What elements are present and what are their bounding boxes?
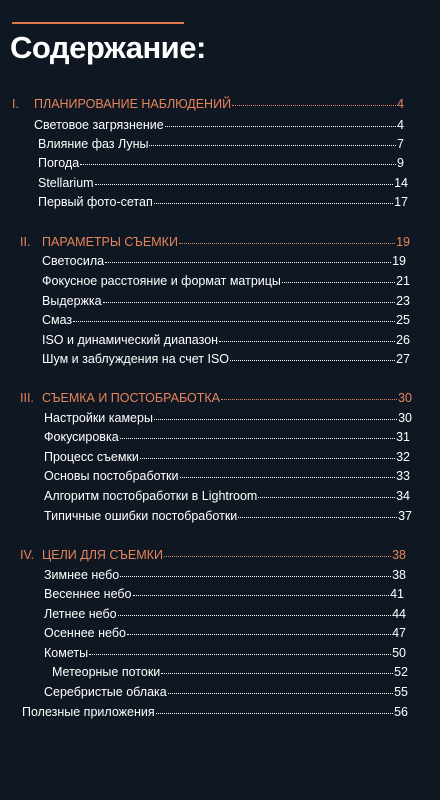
leader-dots <box>156 703 394 714</box>
toc-item[interactable] <box>44 449 410 465</box>
page-number: 50 <box>392 646 406 660</box>
page-number: 7 <box>397 137 404 151</box>
leader-dots <box>282 272 395 283</box>
toc-item[interactable] <box>38 155 404 171</box>
section-number: III. <box>20 391 34 405</box>
toc-item[interactable] <box>44 488 410 504</box>
page-number: 23 <box>396 294 410 308</box>
leader-dots <box>161 663 393 674</box>
toc-item[interactable] <box>44 625 406 641</box>
page-number: 44 <box>392 607 406 621</box>
section-number: IV. <box>20 548 35 562</box>
page-number: 56 <box>394 705 408 719</box>
leader-dots <box>127 624 391 635</box>
toc-section-4[interactable] <box>20 547 406 563</box>
page-number: 30 <box>398 391 412 405</box>
item-title: Осеннее небо <box>44 626 126 640</box>
toc-item[interactable] <box>38 194 408 210</box>
toc-item[interactable] <box>44 586 404 602</box>
toc-item[interactable] <box>42 332 410 348</box>
page-number: 38 <box>392 568 406 582</box>
leader-dots <box>140 448 395 459</box>
item-title: Выдержка <box>42 294 102 308</box>
section-title: ПЛАНИРОВАНИЕ НАБЛЮДЕНИЙ <box>34 97 232 111</box>
toc-section-2[interactable] <box>20 234 410 250</box>
leader-dots <box>133 585 390 596</box>
page-number: 17 <box>394 195 408 209</box>
item-title: Типичные ошибки постобработки <box>44 509 238 523</box>
toc-item[interactable] <box>42 253 406 269</box>
toc-item[interactable] <box>44 684 408 700</box>
toc-item-appendix[interactable] <box>22 704 408 720</box>
leader-dots <box>154 409 397 420</box>
page-number: 21 <box>396 274 410 288</box>
toc-item[interactable] <box>42 293 410 309</box>
toc-item[interactable] <box>44 410 412 426</box>
page-number: 34 <box>396 489 410 503</box>
page-number: 52 <box>394 665 408 679</box>
page-number: 47 <box>392 626 406 640</box>
leader-dots <box>73 311 395 322</box>
section-number: II. <box>20 235 31 249</box>
page-number: 26 <box>396 333 410 347</box>
leader-dots <box>219 331 395 342</box>
leader-dots <box>232 95 396 106</box>
page-number: 41 <box>390 587 404 601</box>
toc-section-1[interactable] <box>12 96 404 112</box>
leader-dots <box>120 428 395 439</box>
section-title: ЦЕЛИ ДЛЯ СЪЕМКИ <box>42 548 163 562</box>
page-number: 19 <box>392 254 406 268</box>
item-title: Фокусное расстояние и формат матрицы <box>42 274 281 288</box>
item-title: Процесс съемки <box>44 450 139 464</box>
leader-dots <box>149 135 396 146</box>
leader-dots <box>105 252 391 263</box>
toc-item[interactable] <box>44 468 410 484</box>
toc-item[interactable] <box>44 429 410 445</box>
leader-dots <box>221 389 397 400</box>
section-title: СЪЕМКА И ПОСТОБРАБОТКА <box>42 391 220 405</box>
item-title: Серебристые облака <box>44 685 167 699</box>
leader-dots <box>118 605 392 616</box>
page-title: Содержание: <box>10 30 206 65</box>
page-number: 37 <box>398 509 412 523</box>
page-number: 4 <box>397 97 404 111</box>
item-title: Летнее небо <box>44 607 117 621</box>
toc-item[interactable] <box>44 606 406 622</box>
leader-dots <box>168 683 393 694</box>
leader-dots <box>230 350 395 361</box>
toc-item[interactable] <box>34 117 404 133</box>
leader-dots <box>89 644 391 655</box>
item-title: Метеорные потоки <box>52 665 161 679</box>
page-number: 27 <box>396 352 410 366</box>
page-number: 55 <box>394 685 408 699</box>
item-title: Полезные приложения <box>22 705 155 719</box>
leader-dots <box>165 116 396 127</box>
toc-item[interactable] <box>42 273 410 289</box>
item-title: Stellarium <box>38 176 94 190</box>
toc-item[interactable] <box>38 175 408 191</box>
item-title: Световое загрязнение <box>34 118 164 132</box>
page-number: 33 <box>396 469 410 483</box>
item-title: Основы постобработки <box>44 469 179 483</box>
decorative-line <box>12 22 184 24</box>
toc-item[interactable] <box>52 664 408 680</box>
toc-item[interactable] <box>44 508 412 524</box>
section-number: I. <box>12 97 19 111</box>
page-number: 25 <box>396 313 410 327</box>
page-number: 19 <box>396 235 410 249</box>
item-title: Смаз <box>42 313 73 327</box>
item-title: Светосила <box>42 254 105 268</box>
section-title: ПАРАМЕТРЫ СЪЕМКИ <box>42 235 178 249</box>
page-number: 32 <box>396 450 410 464</box>
leader-dots <box>103 292 396 303</box>
item-title: Шум и заблуждения на счет ISO <box>42 352 230 366</box>
leader-dots <box>154 193 393 204</box>
leader-dots <box>164 546 391 557</box>
leader-dots <box>258 487 395 498</box>
toc-item[interactable] <box>42 312 410 328</box>
page-number: 31 <box>396 430 410 444</box>
leader-dots <box>95 174 394 185</box>
page-number: 9 <box>397 156 404 170</box>
page-number: 14 <box>394 176 408 190</box>
leader-dots <box>238 507 397 518</box>
toc-item[interactable] <box>44 567 406 583</box>
toc-item[interactable] <box>42 351 410 367</box>
page-number: 4 <box>397 118 404 132</box>
page-number: 38 <box>392 548 406 562</box>
toc-item[interactable] <box>44 645 406 661</box>
item-title: Погода <box>38 156 80 170</box>
item-title: Первый фото-сетап <box>38 195 153 209</box>
item-title: Настройки камеры <box>44 411 153 425</box>
item-title: Зимнее небо <box>44 568 120 582</box>
item-title: ISO и динамический диапазон <box>42 333 219 347</box>
item-title: Фокусировка <box>44 430 119 444</box>
leader-dots <box>179 233 395 244</box>
leader-dots <box>120 566 391 577</box>
item-title: Кометы <box>44 646 89 660</box>
leader-dots <box>180 467 396 478</box>
item-title: Весеннее небо <box>44 587 132 601</box>
item-title: Алгоритм постобработки в Lightroom <box>44 489 258 503</box>
toc-section-3[interactable] <box>20 390 412 406</box>
item-title: Влияние фаз Луны <box>38 137 149 151</box>
page-number: 30 <box>398 411 412 425</box>
toc-item[interactable] <box>38 136 404 152</box>
leader-dots <box>80 154 396 165</box>
